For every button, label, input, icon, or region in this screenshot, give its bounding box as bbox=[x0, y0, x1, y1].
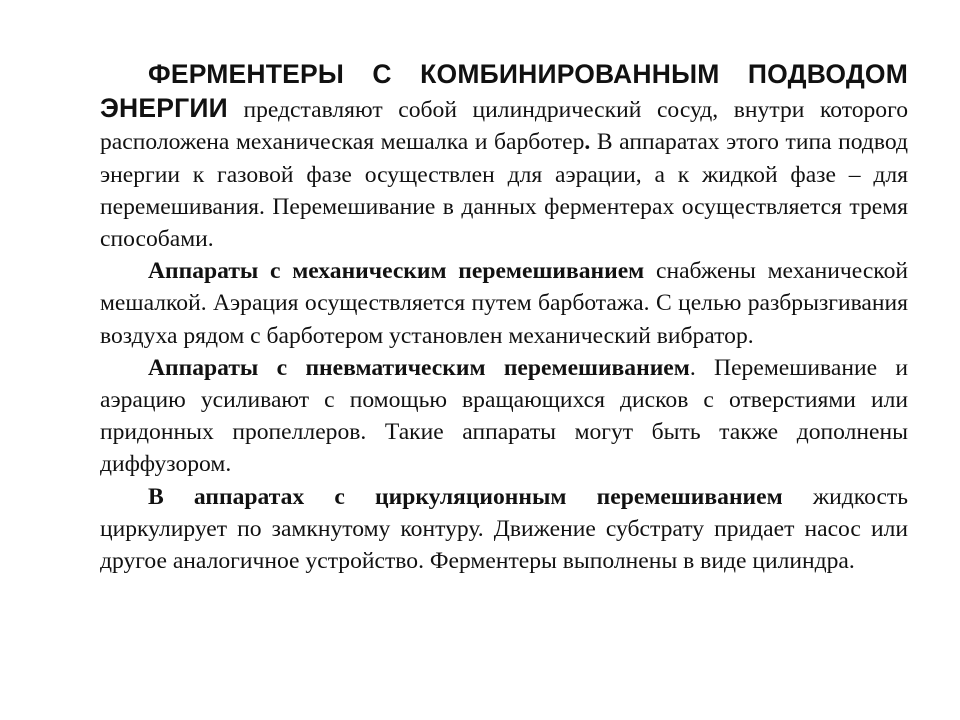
pneumatic-text: . Перемешивание и аэрацию усиливают с помощью вращающихся дисков с отверстиями или придонных пропеллеров. Такие аппараты могут быть также дополнены диффузором. bbox=[100, 354, 908, 478]
section-heading: ФЕРМЕНТЕРЫ С КОМБИНИРОВАННЫМ ПОДВОДОМ ЭНЕРГИИ bbox=[100, 59, 908, 124]
paragraph-pneumatic bbox=[100, 352, 908, 481]
mechanical-term: Аппараты с механическим перемешиванием bbox=[148, 258, 645, 285]
paragraph-circulation bbox=[100, 481, 908, 578]
mechanical-text: снабжены механической мешалкой. Аэрация осуществляется путем барботажа. С целью разбрызгивания воздуха рядом с барботером установлен механический вибратор. bbox=[100, 258, 908, 349]
intro-text-a: представляют собой цилиндрический сосуд, внутри которого расположена механическая мешалка и барботер bbox=[100, 97, 908, 156]
intro-text-b: В аппаратах этого типа подвод энергии к газовой фазе осуществлен для аэрации, а к жидкой фазе – для перемешивания. Перемешивание в данных ферментерах осуществляется тремя способами. bbox=[100, 129, 908, 253]
circulation-text: жидкость циркулирует по замкнутому контуру. Движение субстрату придает насос или другое аналогичное устройство. Ферментеры выполнены в виде цилиндра. bbox=[100, 483, 908, 575]
paragraph-intro bbox=[100, 58, 908, 255]
slide-body bbox=[100, 58, 908, 577]
intro-bold-dot: . bbox=[584, 129, 591, 156]
circulation-term: В аппаратах с циркуляционным перемешиванием bbox=[148, 483, 783, 510]
pneumatic-term: Аппараты с пневматическим перемешиванием bbox=[148, 354, 690, 381]
paragraph-mechanical bbox=[100, 255, 908, 352]
